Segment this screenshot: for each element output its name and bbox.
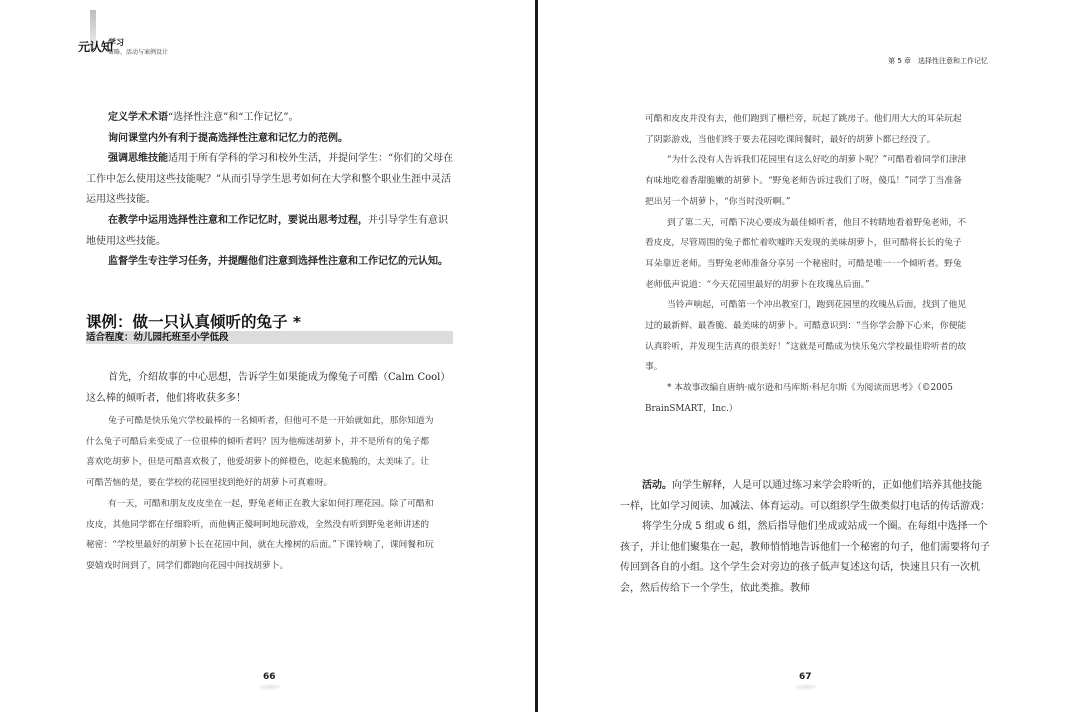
story-right-paragraph-3: 到了第二天，可酷下决心要成为最佳倾听者，他目不转睛地看着野兔老师，不看皮皮，尽管周围的兔子都忙着吹嘘昨天发现的美味胡萝卜，但可酷将长长的兔子耳朵靠近老师。当野兔老师准备分享另一个秘密时，可酷是唯一一个倾听者。野兔老师低声说道：“今天花园里最好的胡萝卜在玫瑰丛后面。” [645,217,967,290]
intro-line-3: 强调思维技能适用于所有学科的学习和校外生活，并提问学生：“你们的父母在工作中怎么使用这些技能呢？”从而引导学生思考如何在大学和整个职业生涯中灵活运用这些技能。 [86,153,454,206]
intro-line-1: 定义学术术语“选择性注意”和“工作记忆”。 [108,112,299,123]
header-book-title: 元认知 [78,40,113,54]
story-paragraph-2: 有一天，可酷和朋友皮皮坐在一起，野兔老师正在教大家如何打理花园。除了可酷和皮皮，其他同学都在仔细聆听，而他俩正傻呵呵地玩游戏，全然没有听到野兔老师讲述的秘密：“学校里最好的胡萝卜长在花园中间，就在大橡树的后面。”下课铃响了，课间餐和玩耍嬉戏时间到了，同学们都跑向花园中间找胡萝卜。 [86,498,434,571]
lesson-title: 课例：做一只认真倾听的兔子 * [86,313,302,331]
story-right-paragraph-4: 当铃声响起，可酷第一个冲出教室门，跑到花园里的玫瑰丛后面，找到了他见过的最新鲜、最香脆、最美味的胡萝卜。可酷意识到：“当你学会静下心来，你便能认真聆听，并发现生活真的很美好！”这就是可酷成为快乐兔穴学校最佳聆听者的故事。 [645,300,967,373]
story-right-paragraph-1: 可酷和皮皮并没有去，他们跑到了栅栏旁，玩起了跳房子。他们用大大的耳朵玩起了阴影游戏，当他们终于要去花园吃课间餐时，最好的胡萝卜都已经没了。 [645,114,962,145]
story-right-paragraph-2: “为什么没有人告诉我们花园里有这么好吃的胡萝卜呢？”可酷看着同学们津津有味地吃着香甜脆嫩的胡萝卜。“野兔老师告诉过我们了呀，傻瓜！”同学丁当准备把出另一个胡萝卜，“你当时没听啊。” [645,155,967,207]
activity-paragraph: 活动。向学生解释，人是可以通过练习来学会聆听的，正如他们培养其他技能一样，比如学习阅读、加减法、体育运动。可以组织学生做类似打电话的传话游戏： [620,480,990,512]
page-number-shadow-right [795,684,817,690]
level-text: 适合程度：幼儿园托班至小学低段 [86,332,229,343]
page-number-left: 66 [263,672,276,682]
header-book-subtitle: 学习 [108,38,124,47]
activity-paragraph-2: 将学生分成 5 组或 6 组，然后指导他们坐成或站成一个圈。在每组中选择一个孩子，并让他们聚集在一起，教师悄悄地告诉他们一个秘密的句子，他们需要将句子传回到各自的小组。这个学生会对旁边的孩子低声复述这句话，快速且只有一次机会，然后传给下一个学生，依此类推。教师 [620,521,990,594]
activity-section [620,476,990,600]
intro-line-4: 在教学中运用选择性注意和工作记忆时，要说出思考过程，并引导学生有意识地使用这些技能。 [86,214,448,247]
left-intro-text [86,108,454,273]
page-number-right: 67 [799,672,812,682]
left-page [0,0,536,712]
story-left [86,411,436,577]
intro-line-5: 监督学生专注学习任务，并提醒他们注意到选择性注意和工作记忆的元认知。 [108,256,448,268]
story-right [645,109,970,420]
page-number-shadow-left [259,684,281,690]
story-paragraph-1: 兔子可酷是快乐兔穴学校最棒的一名倾听者，但他可不是一开始就如此，那你知道为什么兔子可酷后来变成了一位很棒的倾听者吗？因为他痴迷胡萝卜，并不是所有的兔子都喜欢吃胡萝卜，但是可酷喜欢极了，他爱胡萝卜的鲜橙色，吃起来脆脆的，太美味了。让可酷苦恼的是，要在学校的花园里找到绝好的胡萝卜可真难呀。 [86,416,434,489]
header-chapter-title: 第 5 章 选择性注意和工作记忆 [888,57,988,65]
story-footnote: * 本故事改编自唐纳·威尔逊和马库斯·科尼尔斯《为阅读而思考》（©2005 BrainSMART，Inc.） [645,383,953,414]
book-spine [535,0,538,712]
lead-paragraph [86,368,454,409]
intro-line-2: 询问课堂内外有利于提高选择性注意和记忆力的范例。 [108,132,348,144]
header-book-tagline: 策略、活动与案例设计 [108,49,169,56]
lead-text: 首先，介绍故事的中心思想，告诉学生如果能成为像兔子可酷（Calm Cool）这么棒的倾听者，他们将收获多多！ [86,372,451,404]
